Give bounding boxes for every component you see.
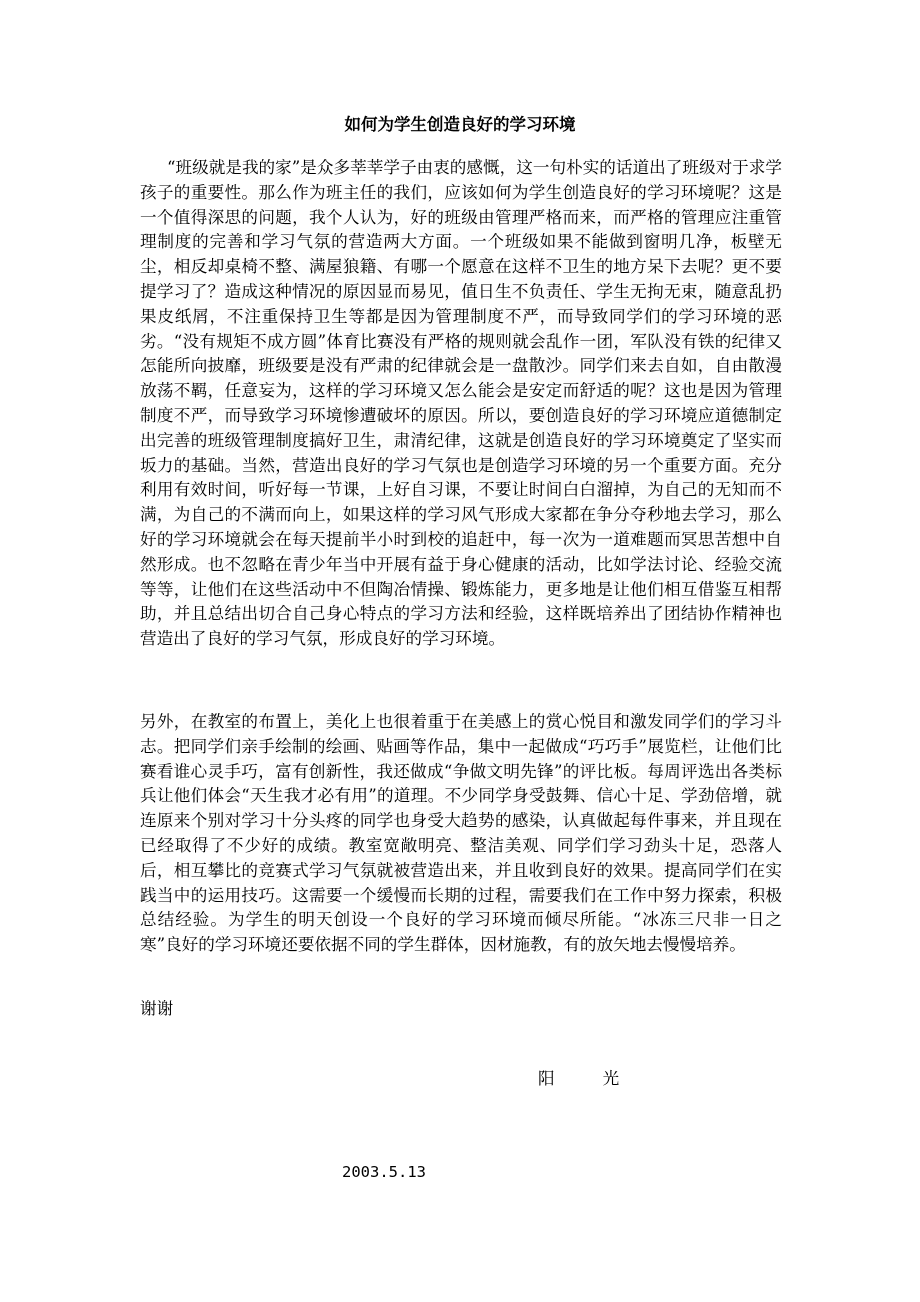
document-title: 如何为学生创造良好的学习环境 (344, 115, 576, 134)
document-date: 2003.5.13 (342, 1163, 426, 1181)
body-paragraph-2: 另外，在教室的布置上，美化上也很着重于在美感上的赏心悦目和激发同学们的学习斗志。把同学们亲手绘制的绘画、贴画等作品，集中一起做成“巧巧手”展览栏，让他们比赛看谁心灵手巧，富有创新性，我还做成“争做文明先锋”的评比板。每周评选出各类标兵让他们体会“天生我才必有用”的道理。不少同学身受鼓舞、信心十足、学劲倍增，就连原来个别对学习十分头疼的同学也身受大趋势的感染，认真做起每件事来，并且现在已经取得了不少好的成绩。教室宽敞明亮、整洁美观、同学们学习劲头十足，恐落人后，相互攀比的竞赛式学习气氛就被营造出来，并且收到良好的效果。提高同学们在实践当中的运用技巧。这需要一个缓慢而长期的过程，需要我们在工作中努力探索，积极总结经验。为学生的明天创设一个良好的学习环境而倾尽所能。“冰冻三尺非一日之寒”良好的学习环境还要依据不同的学生群体，因材施教，有的放矢地去慢慢培养。 (140, 712, 782, 955)
author-signature: 阳光 (538, 1069, 668, 1088)
body-paragraph-1: “班级就是我的家”是众多莘莘学子由衷的感慨，这一句朴实的话道出了班级对于求学孩子的重要性。那么作为班主任的我们，应该如何为学生创造良好的学习环境呢？这是一个值得深思的问题，我个人认为，好的班级由管理严格而来，而严格的管理应注重管理制度的完善和学习气氛的营造两大方面。一个班级如果不能做到窗明几净，板壁无尘，相反却桌椅不整、满屋狼籍、有哪一个愿意在这样不卫生的地方呆下去呢？更不要提学习了？造成这种情况的原因显而易见，值日生不负责任、学生无拘无束，随意乱扔果皮纸屑，不注重保持卫生等都是因为管理制度不严，而导致同学们的学习环境的恶劣。“没有规矩不成方圆”体育比赛没有严格的规则就会乱作一团，军队没有铁的纪律又怎能所向披靡，班级要是没有严肃的纪律就会是一盘散沙。同学们来去自如，自由散漫放荡不羁，任意妄为，这样的学习环境又怎么能会是安定而舒适的呢？这也是因为管理制度不严，而导致学习环境惨遭破坏的原因。所以，要创造良好的学习环境应道德制定出完善的班级管理制度搞好卫生，肃清纪律，这就是创造良好的学习环境奠定了坚实而坂力的基础。当然，营造出良好的学习气氛也是创造学习环境的另一个重要方面。充分利用有效时间，听好每一节课，上好自习课，不要让时间白白溜掉，为自己的无知而不满，为自己的不满而向上，如果这样的学习风气形成大家都在争分夺秒地去学习，那么好的学习环境就会在每天提前半小时到校的追赶中，每一次为一道难题而冥思苦想中自然形成。也不忽略在青少年当中开展有益于身心健康的活动，比如学法讨论、经验交流等等，让他们在这些活动中不但陶冶情操、锻炼能力，更多地是让他们相互借鉴互相帮助，并且总结出切合自己身心特点的学习方法和经验，这样既培养出了团结协作精神也营造出了良好的学习气氛，形成良好的学习环境。 (140, 158, 782, 649)
closing-text: 谢谢 (140, 999, 174, 1018)
